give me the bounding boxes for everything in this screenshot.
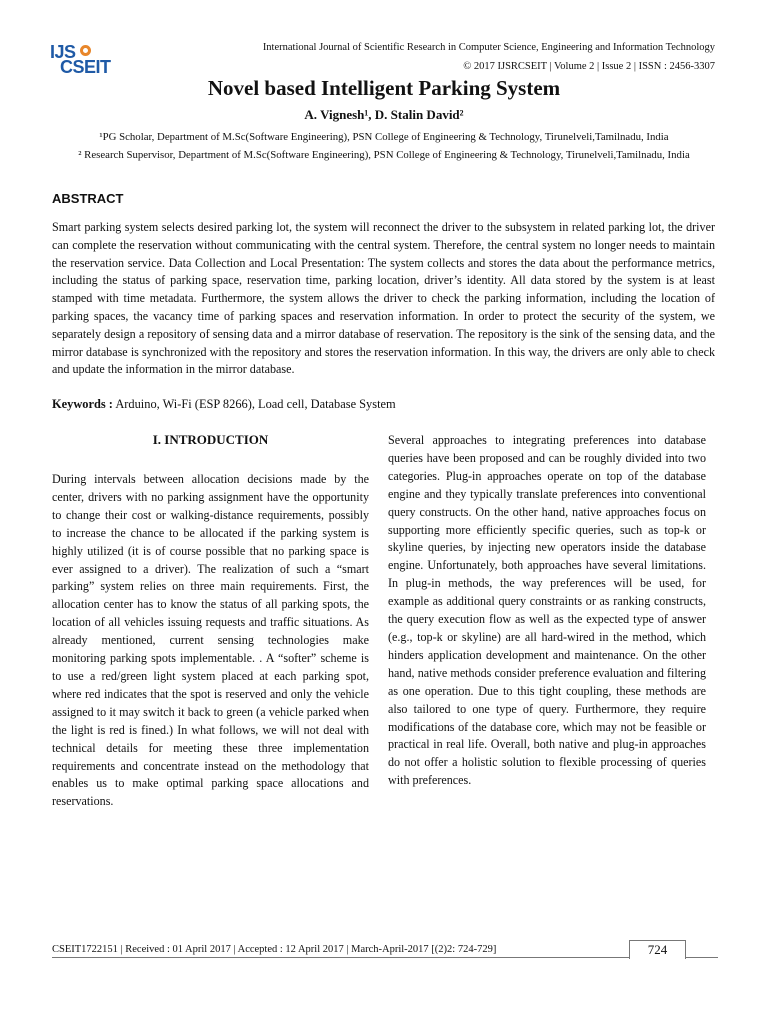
footer-citation: CSEIT1722151 | Received : 01 April 2017 | Accepted : 12 April 2017 | March-April-2017 [(2)2: 724-729]: [52, 944, 497, 955]
paper-title: Novel based Intelligent Parking System: [207, 76, 561, 100]
logo-text-top: IJS: [50, 42, 76, 62]
intro-right-column: Several approaches to integrating preferences into database queries have been proposed and can be roughly divided into two categories. Plug-in approaches operate on top of the database engine and they typically translate preferences into conventional query constructs. On the other hand, native approaches focus on supporting more efficiently specific queries, such as top-k or skyline queries, by injecting new operators inside the database engine. Unfortunately, both approaches have several limitations. In plug-in methods, the way preferences will be used, for example as additional query constraints or as ranking constructs, the query execution flow as well as the expected type of answer (e.g., top-k or skyline) are all hard-wired in the method, which hinders application development and maintenance. On the other hand, native methods consider preference evaluation and filtering as one operation. Due to this tight coupling, these methods are also tailored to one type of query. Furthermore, they require modifications of the database core, which may not be feasible or practical in real life. Overall, both native and plug-in approaches do not offer a holistic solution to flexible processing of queries with preferences.: [388, 433, 706, 788]
abstract-text: Smart parking system selects desired parking lot, the system will reconnect the driver to the subsystem in related parking lot, the driver can complete the reservation without communicating with the central system. Therefore, the central system no longer needs to maintain the reservation service. Data Collection and Local Presentation: The system collects and stores the data about the performance metrics, including the status of parking space, reservation time, parking location, driver’s identity. All data stored by the system is at least stamped with time metadata. Furthermore, the system allows the driver to check the parking information, including the location of parking spaces, the vacancy time of parking spaces and reservation information. In order to protect the security of the system, we separately design a repository of sensing data and a mirror database of reservation. The repository is the sink of the sensing data, and the mirror database is synchronized with the repository and stores the reservation information. In this way, the drivers are only able to check and update the information in the mirror database.: [52, 220, 715, 377]
journal-name: International Journal of Scientific Research in Computer Science, Engineering and Information Technology: [262, 42, 715, 53]
section-heading-introduction: I. INTRODUCTION: [152, 432, 269, 447]
keywords-value: Arduino, Wi-Fi (ESP 8266), Load cell, Database System: [115, 397, 396, 411]
paper-authors: A. Vignesh¹, D. Stalin David²: [304, 107, 464, 122]
intro-left-column: During intervals between allocation decisions made by the center, drivers with no parking assignment have the opportunity to change their cost or walking-distance requirements, possibly to increase the chance to be allocated if the parking system is highly utilized (it is of course possible that no parking space is ever assigned to a driver). The realization of such a “smart parking” system relies on three main requirements. First, the allocation center has to know the status of all parking spots, the location of all vehicles issuing requests and traffic situations. As already mentioned, current sensing technologies make monitoring parking spots implementable. . A “softer” scheme is to use a red/green light system placed at each parking spot, where red indicates that the spot is reserved and only the vehicle assigned to it may switch it back to green (a vehicle parked when the light is red is fined.) In what follows, we will not deal with technical details for meeting these three implementation requirements and concentrate instead on the methodology that enables us to make optimal parking space allocations and reservations.: [52, 472, 369, 809]
logo-text-bottom: CSEIT: [60, 57, 111, 77]
affiliation-1: ¹PG Scholar, Department of M.Sc(Software Engineering), PSN College of Engineering & Technology, Tirunelveli,Tamilnadu, India: [99, 131, 669, 143]
page-number: 724: [629, 940, 686, 959]
logo-ring-icon: [80, 45, 91, 56]
abstract-heading: ABSTRACT: [52, 191, 124, 206]
journal-meta: © 2017 IJSRCSEIT | Volume 2 | Issue 2 | ISSN : 2456-3307: [463, 61, 715, 72]
keywords-label: Keywords :: [52, 397, 113, 411]
keywords: [52, 397, 396, 412]
affiliation-2: ² Research Supervisor, Department of M.Sc(Software Engineering), PSN College of Engineering & Technology, Tirunelveli,Tamilnadu, India: [78, 149, 690, 161]
footer-rule: [52, 957, 718, 958]
